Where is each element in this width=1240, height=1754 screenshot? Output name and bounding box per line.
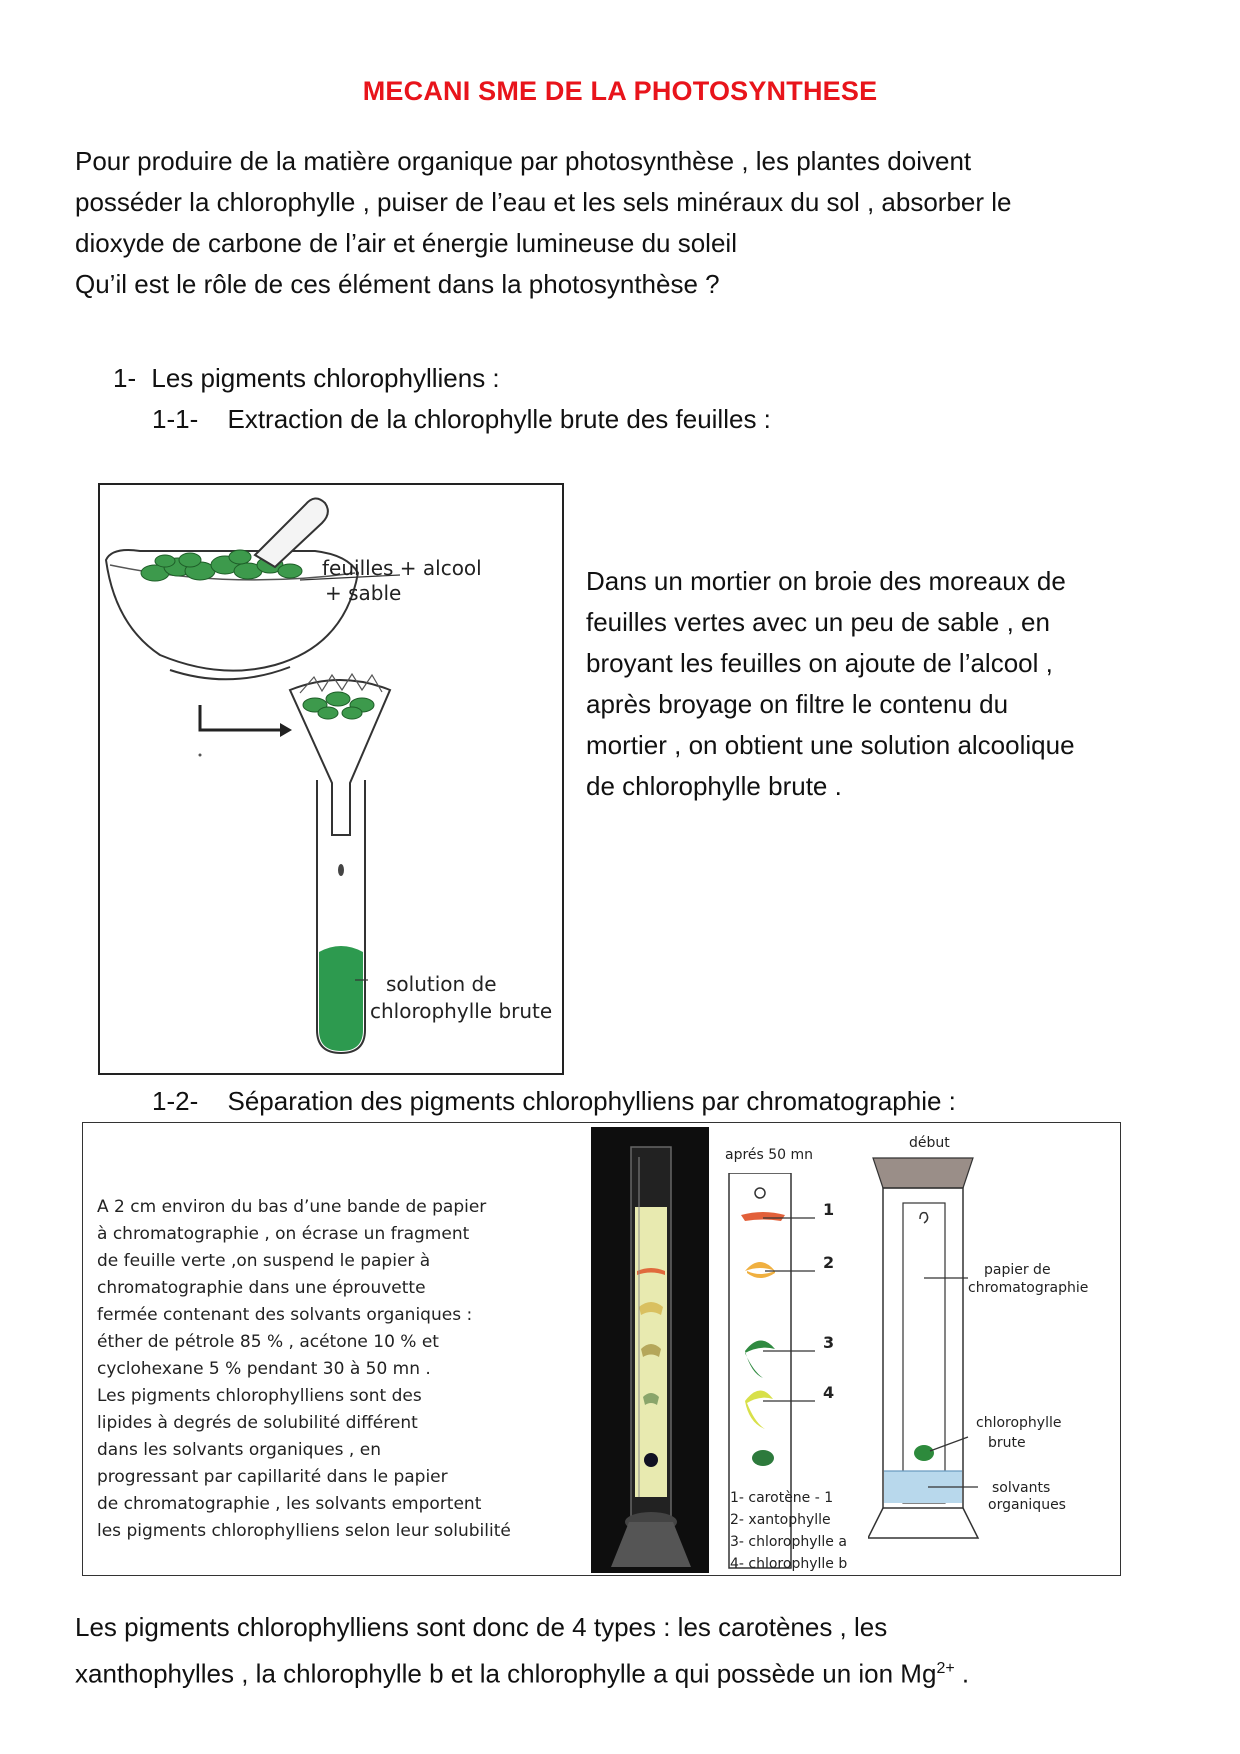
- cylinder-stopper: [873, 1158, 973, 1188]
- start-label: début: [909, 1135, 950, 1151]
- chromatography-line: les pigments chlorophylliens selon leur solubilité: [97, 1521, 511, 1541]
- chromatography-line: à chromatographie , on écrase un fragment: [97, 1224, 470, 1244]
- legend-item: 2- xantophylle: [730, 1512, 831, 1528]
- extraction-line: de chlorophylle brute .: [586, 771, 842, 801]
- conclusion-paragraph: [75, 1607, 969, 1695]
- stray-mark: [199, 754, 202, 757]
- chlorophyll-solution: [319, 946, 363, 1051]
- solution-label-line: chlorophylle brute: [370, 999, 553, 1023]
- intro-line: Qu’il est le rôle de ces élément dans la photosynthèse ?: [75, 269, 720, 299]
- extraction-figure: [98, 483, 564, 1075]
- section-number: 1-: [113, 363, 137, 393]
- conclusion-line: Les pigments chlorophylliens sont donc de 4 types : les carotènes , les: [75, 1612, 888, 1642]
- solvent-label-line: solvants: [992, 1480, 1051, 1496]
- chromatography-line: progressant par capillarité dans le papier: [97, 1467, 448, 1487]
- subsection-1-2-heading: [152, 1081, 956, 1122]
- extraction-line: après broyage on filtre le contenu du: [586, 689, 1009, 719]
- initial-spot: [752, 1450, 774, 1466]
- drop: [338, 864, 344, 876]
- chromatography-line: de feuille verte ,on suspend le papier à: [97, 1251, 431, 1271]
- after-label: aprés 50 mn: [725, 1147, 814, 1163]
- extraction-text: [586, 561, 1075, 807]
- raw-label-line: brute: [988, 1435, 1026, 1451]
- chromatography-text: [97, 1194, 511, 1545]
- cylinder-base: [868, 1508, 978, 1538]
- solvent-label: [988, 1480, 1066, 1514]
- intro-line: dioxyde de carbone de l’air et énergie lumineuse du soleil: [75, 228, 737, 258]
- leaves-label-line: + sable: [325, 581, 402, 605]
- legend-item: 1- carotène - 1: [730, 1490, 834, 1506]
- photo-illustration: [591, 1127, 709, 1573]
- chromatography-line: cyclohexane 5 % pendant 30 à 50 mn .: [97, 1359, 431, 1379]
- subsection-title: Extraction de la chlorophylle brute des feuilles :: [227, 404, 771, 434]
- solution-label-line: solution de: [386, 972, 497, 996]
- chromatography-figure: A 2 cm environ du bas d’une bande de papier à chromatographie , on écrase un fragment de feuille verte ,on suspend le papier à chromatographie dans une éprouvette fermée contenant des solvants organiques : éther de pétrole 85 % , acétone 10 % et cyclohexane 5 % pendant 30 à 50 mn . Les pigments chlorophylliens sont des lipides à degrés de solubilité différent dans les solvants organiques , en progressant par capillarité dans le papier de chromatographie , les solvants emportent les pigments chlorophylliens selon leur solubilité aprés 50 mn 1 2 3 4 1- carotène - 1 2- xantophylle 3- chlorophylle a 4- chlorophylle b début papier de chromatographie chlorophylle brute solvants organiques: [82, 1122, 1121, 1576]
- chromatography-line: fermée contenant des solvants organiques :: [97, 1305, 473, 1325]
- arrow-head: [280, 723, 292, 737]
- subsection-number: 1-2-: [152, 1086, 199, 1116]
- subsection-title: Séparation des pigments chlorophylliens par chromatographie :: [227, 1086, 956, 1116]
- extraction-line: mortier , on obtient une solution alcoolique: [586, 730, 1075, 760]
- section-title: Les pigments chlorophylliens :: [151, 363, 500, 393]
- intro-paragraph: [75, 141, 1012, 305]
- chromatography-line: lipides à degrés de solubilité différent: [97, 1413, 418, 1433]
- chromatography-line: dans les solvants organiques , en: [97, 1440, 381, 1460]
- paper-label: [968, 1261, 1088, 1297]
- extraction-line: feuilles vertes avec un peu de sable , en: [586, 607, 1050, 637]
- conclusion-line: [75, 1648, 969, 1695]
- solution-label: [370, 971, 552, 1025]
- chromatography-photo: [591, 1127, 709, 1573]
- chromatography-line: A 2 cm environ du bas d’une bande de papier: [97, 1197, 487, 1217]
- extraction-line: Dans un mortier on broie des moreaux de: [586, 566, 1066, 596]
- intro-line: Pour produire de la matière organique par photosynthèse , les plantes doivent: [75, 146, 972, 176]
- section-1-heading: [113, 358, 500, 399]
- conclusion-text: xanthophylles , la chlorophylle b et la chlorophylle a qui possède un ion Mg: [75, 1658, 937, 1689]
- leaves-label-line: feuilles + alcool: [322, 556, 482, 580]
- legend-item: 4- chlorophylle b: [730, 1556, 848, 1572]
- photo-spot: [644, 1453, 658, 1467]
- solvent-label-line: organiques: [988, 1497, 1066, 1513]
- chromatography-line: de chromatographie , les solvants emportent: [97, 1494, 482, 1514]
- chromatography-line: chromatographie dans une éprouvette: [97, 1278, 426, 1298]
- paper-label-line: chromatographie: [968, 1280, 1089, 1296]
- paper-label-line: papier de: [984, 1262, 1051, 1278]
- extraction-line: broyant les feuilles on ajoute de l’alcool ,: [586, 648, 1053, 678]
- leaves-label: [322, 556, 482, 606]
- subsection-number: 1-1-: [152, 404, 199, 434]
- pigment-legend: [730, 1487, 847, 1575]
- chromatography-line: éther de pétrole 85 % , acétone 10 % et: [97, 1332, 439, 1352]
- chromatography-line: Les pigments chlorophylliens sont des: [97, 1386, 422, 1406]
- magnesium-charge: 2+: [936, 1660, 955, 1677]
- intro-line: posséder la chlorophylle , puiser de l’eau et les sels minéraux du sol , absorber le: [75, 187, 1012, 217]
- page-title: MECANI SME DE LA PHOTOSYNTHESE: [362, 76, 878, 106]
- conclusion-end: .: [954, 1658, 970, 1689]
- legend-item: 3- chlorophylle a: [730, 1534, 847, 1550]
- subsection-1-1-heading: [152, 399, 771, 440]
- raw-chlorophyll-spot: [914, 1445, 934, 1461]
- raw-label-line: chlorophylle: [976, 1415, 1062, 1431]
- raw-chlorophyll-label: [976, 1413, 1061, 1453]
- transfer-arrow: [200, 705, 280, 730]
